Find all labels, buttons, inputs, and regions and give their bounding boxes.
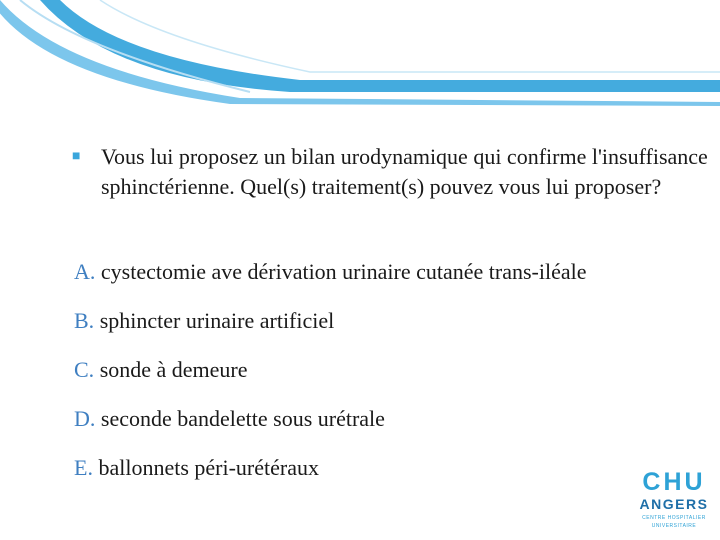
option-letter: C.: [74, 357, 95, 382]
option-letter: B.: [74, 308, 95, 333]
option-b: [74, 307, 334, 335]
option-d: [74, 405, 385, 433]
chu-angers-logo: [636, 466, 712, 532]
option-text: ballonnets péri-urétéraux: [98, 455, 319, 480]
option-a: [74, 258, 586, 286]
option-text: sphincter urinaire artificiel: [99, 308, 335, 333]
option-text: seconde bandelette sous urétrale: [100, 406, 385, 431]
logo-line2: ANGERS: [639, 496, 709, 512]
header-swoosh-decoration: [0, 0, 720, 110]
option-c: [74, 356, 248, 384]
logo-line3: CENTRE HOSPITALIER: [642, 515, 706, 521]
option-letter: D.: [74, 406, 96, 431]
option-letter: E.: [74, 455, 93, 480]
option-text: sonde à demeure: [99, 357, 248, 382]
question-block: [72, 142, 712, 202]
logo-line4: UNIVERSITAIRE: [651, 523, 697, 529]
option-text: cystectomie ave dérivation urinaire cutanée trans-iléale: [100, 259, 587, 284]
question-text: Vous lui proposez un bilan urodynamique qui confirme l'insuffisance sphinctérienne. Quel(s) traitement(s) pouvez vous lui proposer?: [101, 144, 708, 199]
logo-line1: CHU: [642, 468, 706, 496]
option-letter: A.: [74, 259, 96, 284]
square-bullet-icon: ■: [72, 149, 81, 164]
option-e: [74, 454, 319, 482]
